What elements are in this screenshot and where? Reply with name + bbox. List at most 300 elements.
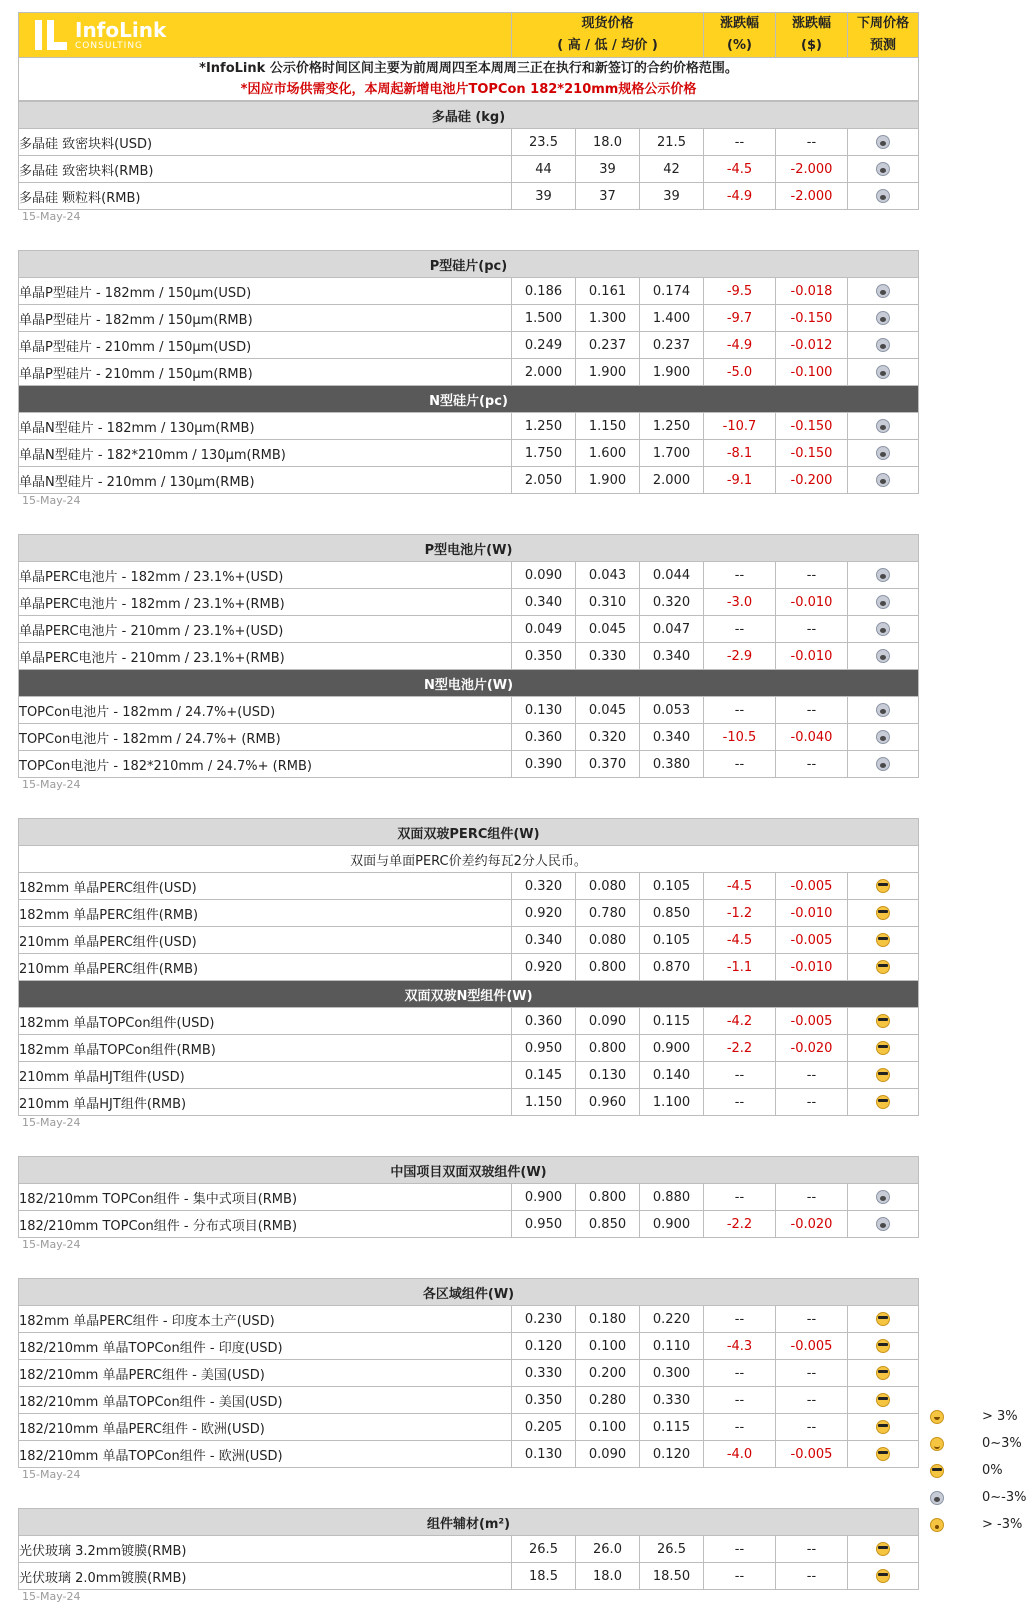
price-chg: -- [776, 129, 848, 156]
price-low: 0.800 [576, 1184, 640, 1211]
price-pct: -10.5 [704, 724, 776, 751]
price-pct: -8.1 [704, 440, 776, 467]
product-name: 182mm 单晶PERC组件(USD) [19, 873, 512, 900]
product-name: 182/210mm TOPCon组件 - 分布式项目(RMB) [19, 1211, 512, 1238]
smile-icon [930, 1437, 944, 1451]
price-chg: -- [776, 1089, 848, 1116]
price-pct: -- [704, 1536, 776, 1563]
table-row [19, 1360, 919, 1387]
price-chg: -0.005 [776, 1333, 848, 1360]
price-low: 0.180 [576, 1306, 640, 1333]
price-avg: 0.115 [640, 1414, 704, 1441]
price-avg: 0.105 [640, 873, 704, 900]
price-high: 44 [512, 156, 576, 183]
price-high: 0.130 [512, 697, 576, 724]
price-chg: -0.010 [776, 900, 848, 927]
price-low: 0.320 [576, 724, 640, 751]
price-pct: -4.0 [704, 1441, 776, 1468]
section-title: 双面双玻PERC组件(W) [19, 819, 919, 846]
forecast-cell [848, 900, 919, 927]
forecast-cell [848, 278, 919, 305]
forecast-cell [848, 1035, 919, 1062]
table-row [19, 1306, 919, 1333]
price-pct: -3.0 [704, 589, 776, 616]
table-row [19, 589, 919, 616]
price-low: 1.900 [576, 467, 640, 494]
section-title: 各区域组件(W) [19, 1279, 919, 1306]
product-name: TOPCon电池片 - 182*210mm / 24.7%+ (RMB) [19, 751, 512, 778]
price-high: 1.750 [512, 440, 576, 467]
forecast-cell [848, 440, 919, 467]
price-low: 37 [576, 183, 640, 210]
price-pct: -- [704, 1360, 776, 1387]
price-pct: -1.2 [704, 900, 776, 927]
as-of-date: 15-May-24 [22, 1590, 81, 1603]
price-high: 0.145 [512, 1062, 576, 1089]
table-row [19, 1211, 919, 1238]
price-high: 0.950 [512, 1035, 576, 1062]
price-avg: 39 [640, 183, 704, 210]
price-chg: -- [776, 1387, 848, 1414]
forecast-cell [848, 643, 919, 670]
scream-icon [876, 189, 890, 203]
price-low: 0.960 [576, 1089, 640, 1116]
infolink-logo [33, 18, 511, 52]
price-chg: -0.005 [776, 1441, 848, 1468]
scream-icon [876, 284, 890, 298]
forecast-cell [848, 697, 919, 724]
price-table [18, 818, 919, 1116]
price-high: 39 [512, 183, 576, 210]
price-high: 0.120 [512, 1333, 576, 1360]
product-name: TOPCon电池片 - 182mm / 24.7%+(USD) [19, 697, 512, 724]
price-avg: 42 [640, 156, 704, 183]
table-row [19, 927, 919, 954]
forecast-cell [848, 1008, 919, 1035]
price-pct: -9.5 [704, 278, 776, 305]
legend-label: 0% [982, 1463, 1003, 1478]
price-low: 0.280 [576, 1387, 640, 1414]
section-header [19, 251, 919, 278]
forecast-cell [848, 589, 919, 616]
cool-icon [876, 1569, 890, 1583]
scream-icon [876, 162, 890, 176]
price-high: 0.360 [512, 724, 576, 751]
col-header-usd [776, 13, 848, 58]
price-chg: -- [776, 1360, 848, 1387]
product-name: 182/210mm 单晶TOPCon组件 - 欧洲(USD) [19, 1441, 512, 1468]
price-low: 39 [576, 156, 640, 183]
price-pct: -4.9 [704, 332, 776, 359]
section-header [19, 535, 919, 562]
price-low: 0.080 [576, 927, 640, 954]
product-name: 182mm 单晶TOPCon组件(USD) [19, 1008, 512, 1035]
section-title: N型硅片(pc) [19, 386, 919, 413]
table-row [19, 643, 919, 670]
price-chg: -0.150 [776, 413, 848, 440]
table-row [19, 873, 919, 900]
col-header-price-line2: ( 高 / 低 / 均价 ) [557, 38, 658, 53]
price-high: 0.340 [512, 589, 576, 616]
table-row [19, 562, 919, 589]
forecast-cell [848, 1089, 919, 1116]
legend-label: > -3% [982, 1517, 1023, 1532]
price-avg: 1.700 [640, 440, 704, 467]
price-chg: -0.150 [776, 305, 848, 332]
price-chg: -2.000 [776, 156, 848, 183]
scream-icon [930, 1491, 944, 1505]
logo-icon [33, 18, 67, 52]
header-table [18, 12, 919, 101]
note-line-2: *因应市场供需变化，本周起新增电池片TOPCon 182*210mm规格公示价格 [240, 82, 697, 97]
grin-icon [930, 1410, 944, 1424]
price-pct: -- [704, 1062, 776, 1089]
forecast-cell [848, 1211, 919, 1238]
scream-icon [876, 622, 890, 636]
price-low: 1.600 [576, 440, 640, 467]
forecast-cell [848, 467, 919, 494]
price-high: 26.5 [512, 1536, 576, 1563]
price-low: 0.045 [576, 697, 640, 724]
table-row [19, 1035, 919, 1062]
col-header-forecast-line2: 预测 [870, 38, 897, 53]
forecast-cell [848, 129, 919, 156]
scream-icon [876, 649, 890, 663]
table-row [19, 1563, 919, 1590]
price-avg: 0.053 [640, 697, 704, 724]
table-block [18, 818, 918, 1140]
section-title: P型电池片(W) [19, 535, 919, 562]
table-row [19, 129, 919, 156]
forecast-cell [848, 1360, 919, 1387]
price-pct: -- [704, 697, 776, 724]
scream-icon [876, 1217, 890, 1231]
product-name: 182/210mm 单晶TOPCon组件 - 美国(USD) [19, 1387, 512, 1414]
forecast-cell [848, 562, 919, 589]
section-title: 组件辅材(m²) [19, 1509, 919, 1536]
price-pct: -- [704, 751, 776, 778]
product-name: 单晶PERC电池片 - 182mm / 23.1%+(RMB) [19, 589, 512, 616]
forecast-cell [848, 359, 919, 386]
table-row [19, 1414, 919, 1441]
shock-icon [930, 1518, 944, 1532]
cool-icon [930, 1464, 944, 1478]
table-block [18, 534, 918, 802]
section-note-row [19, 846, 919, 873]
product-name: 单晶PERC电池片 - 210mm / 23.1%+(RMB) [19, 643, 512, 670]
section-header [19, 386, 919, 413]
price-low: 0.310 [576, 589, 640, 616]
col-header-forecast-line1: 下周价格 [857, 16, 910, 31]
price-pct: -- [704, 562, 776, 589]
logo-cell [19, 13, 512, 58]
table-row [19, 724, 919, 751]
price-avg: 0.340 [640, 724, 704, 751]
table-row [19, 1536, 919, 1563]
forecast-cell [848, 1441, 919, 1468]
price-chg: -- [776, 616, 848, 643]
forecast-cell [848, 927, 919, 954]
as-of-date: 15-May-24 [22, 1116, 81, 1129]
legend-item [926, 1430, 1034, 1457]
price-pct: -9.1 [704, 467, 776, 494]
price-pct: -- [704, 1414, 776, 1441]
cool-icon [876, 1542, 890, 1556]
price-chg: -0.005 [776, 873, 848, 900]
as-of-date: 15-May-24 [22, 1468, 81, 1481]
price-high: 0.249 [512, 332, 576, 359]
table-block [18, 1278, 918, 1492]
price-chg: -0.005 [776, 927, 848, 954]
cool-icon [876, 879, 890, 893]
section-header [19, 1279, 919, 1306]
table-row [19, 1184, 919, 1211]
price-table [18, 101, 919, 210]
section-header [19, 102, 919, 129]
price-high: 0.090 [512, 562, 576, 589]
forecast-cell [848, 1536, 919, 1563]
table-row [19, 1333, 919, 1360]
scream-icon [876, 1190, 890, 1204]
price-avg: 0.237 [640, 332, 704, 359]
price-chg: -- [776, 697, 848, 724]
price-high: 0.340 [512, 927, 576, 954]
section-blocks [18, 101, 918, 1614]
table-row [19, 900, 919, 927]
price-high: 0.186 [512, 278, 576, 305]
price-avg: 0.300 [640, 1360, 704, 1387]
cool-icon [876, 933, 890, 947]
product-name: 单晶PERC电池片 - 210mm / 23.1%+(USD) [19, 616, 512, 643]
price-table [18, 534, 919, 778]
table-block [18, 250, 918, 518]
section-header [19, 1157, 919, 1184]
price-avg: 0.850 [640, 900, 704, 927]
price-high: 0.920 [512, 900, 576, 927]
price-avg: 0.900 [640, 1035, 704, 1062]
price-chg: -- [776, 562, 848, 589]
price-avg: 0.105 [640, 927, 704, 954]
price-pct: -2.2 [704, 1211, 776, 1238]
price-low: 0.161 [576, 278, 640, 305]
price-avg: 0.320 [640, 589, 704, 616]
price-low: 1.900 [576, 359, 640, 386]
price-pct: -2.9 [704, 643, 776, 670]
cool-icon [876, 1041, 890, 1055]
price-chg: -- [776, 1062, 848, 1089]
forecast-cell [848, 1563, 919, 1590]
price-low: 0.800 [576, 1035, 640, 1062]
as-of-date: 15-May-24 [22, 778, 81, 791]
price-chg: -- [776, 1414, 848, 1441]
note-line-1: *InfoLink 公示价格时间区间主要为前周周四至本周周三正在执行和新签订的合约价格范围。 [199, 61, 738, 76]
table-row [19, 1062, 919, 1089]
price-low: 0.045 [576, 616, 640, 643]
col-header-usd-line1: 涨跌幅 [792, 16, 832, 31]
col-header-pct-line1: 涨跌幅 [720, 16, 760, 31]
section-header [19, 670, 919, 697]
price-avg: 2.000 [640, 467, 704, 494]
product-name: 210mm 单晶PERC组件(RMB) [19, 954, 512, 981]
scream-icon [876, 419, 890, 433]
legend-label: 0~-3% [982, 1490, 1027, 1505]
price-pct: -9.7 [704, 305, 776, 332]
scream-icon [876, 135, 890, 149]
price-low: 0.800 [576, 954, 640, 981]
cool-icon [876, 960, 890, 974]
product-name: 210mm 单晶HJT组件(USD) [19, 1062, 512, 1089]
table-row [19, 1089, 919, 1116]
price-high: 0.230 [512, 1306, 576, 1333]
col-header-pct-line2: (%) [727, 38, 752, 53]
table-row [19, 156, 919, 183]
table-block [18, 1156, 918, 1262]
forecast-cell [848, 751, 919, 778]
scream-icon [876, 595, 890, 609]
product-name: 182mm 单晶PERC组件(RMB) [19, 900, 512, 927]
price-avg: 0.044 [640, 562, 704, 589]
price-high: 0.920 [512, 954, 576, 981]
product-name: 多晶硅 致密块料(RMB) [19, 156, 512, 183]
cool-icon [876, 1393, 890, 1407]
price-avg: 0.330 [640, 1387, 704, 1414]
section-header [19, 1509, 919, 1536]
product-name: 单晶P型硅片 - 210mm / 150μm(USD) [19, 332, 512, 359]
price-chg: -- [776, 1563, 848, 1590]
price-high: 0.049 [512, 616, 576, 643]
price-avg: 0.174 [640, 278, 704, 305]
section-note: 双面与单面PERC价差约每瓦2分人民币。 [19, 846, 919, 873]
table-row [19, 183, 919, 210]
section-title: 双面双玻N型组件(W) [19, 981, 919, 1008]
price-low: 0.237 [576, 332, 640, 359]
price-high: 0.205 [512, 1414, 576, 1441]
price-avg: 0.870 [640, 954, 704, 981]
cool-icon [876, 1068, 890, 1082]
price-pct: -- [704, 1089, 776, 1116]
price-avg: 1.100 [640, 1089, 704, 1116]
forecast-cell [848, 1333, 919, 1360]
price-low: 0.100 [576, 1333, 640, 1360]
price-low: 0.043 [576, 562, 640, 589]
forecast-cell [848, 183, 919, 210]
price-low: 0.780 [576, 900, 640, 927]
price-pct: -- [704, 1306, 776, 1333]
table-row [19, 751, 919, 778]
cool-icon [876, 906, 890, 920]
price-high: 2.000 [512, 359, 576, 386]
price-table [18, 1508, 919, 1590]
price-pct: -- [704, 1184, 776, 1211]
scream-icon [876, 568, 890, 582]
forecast-cell [848, 1184, 919, 1211]
price-pct: -- [704, 616, 776, 643]
table-block [18, 101, 918, 234]
price-pct: -4.2 [704, 1008, 776, 1035]
col-header-price [512, 13, 704, 58]
price-avg: 0.115 [640, 1008, 704, 1035]
legend-item [926, 1457, 1034, 1484]
forecast-cell [848, 305, 919, 332]
price-high: 0.320 [512, 873, 576, 900]
price-low: 0.090 [576, 1441, 640, 1468]
scream-icon [876, 730, 890, 744]
scream-icon [876, 311, 890, 325]
table-row [19, 1387, 919, 1414]
section-header [19, 981, 919, 1008]
price-avg: 0.140 [640, 1062, 704, 1089]
price-avg: 1.250 [640, 413, 704, 440]
price-low: 0.100 [576, 1414, 640, 1441]
as-of-date: 15-May-24 [22, 494, 81, 507]
product-name: 光伏玻璃 2.0mm镀膜(RMB) [19, 1563, 512, 1590]
product-name: 单晶PERC电池片 - 182mm / 23.1%+(USD) [19, 562, 512, 589]
price-avg: 0.340 [640, 643, 704, 670]
product-name: 单晶N型硅片 - 182mm / 130μm(RMB) [19, 413, 512, 440]
price-pct: -- [704, 1387, 776, 1414]
price-low: 18.0 [576, 129, 640, 156]
price-chg: -0.150 [776, 440, 848, 467]
as-of-date: 15-May-24 [22, 210, 81, 223]
price-avg: 0.880 [640, 1184, 704, 1211]
table-row [19, 467, 919, 494]
price-high: 0.350 [512, 1387, 576, 1414]
legend-item [926, 1511, 1034, 1538]
price-chg: -- [776, 1306, 848, 1333]
scream-icon [876, 473, 890, 487]
price-high: 0.900 [512, 1184, 576, 1211]
price-high: 0.360 [512, 1008, 576, 1035]
section-title: 中国项目双面双玻组件(W) [19, 1157, 919, 1184]
price-pct: -4.5 [704, 156, 776, 183]
scream-icon [876, 446, 890, 460]
price-low: 1.300 [576, 305, 640, 332]
product-name: 光伏玻璃 3.2mm镀膜(RMB) [19, 1536, 512, 1563]
forecast-cell [848, 873, 919, 900]
scream-icon [876, 365, 890, 379]
as-of-date: 15-May-24 [22, 1238, 81, 1251]
section-title: P型硅片(pc) [19, 251, 919, 278]
price-avg: 0.110 [640, 1333, 704, 1360]
price-chg: -- [776, 751, 848, 778]
forecast-cell [848, 1414, 919, 1441]
table-row [19, 1441, 919, 1468]
price-avg: 21.5 [640, 129, 704, 156]
logo-subtext: CONSULTING [75, 41, 144, 51]
section-title: 多晶硅 (kg) [19, 102, 919, 129]
price-high: 0.330 [512, 1360, 576, 1387]
price-avg: 26.5 [640, 1536, 704, 1563]
product-name: TOPCon电池片 - 182mm / 24.7%+ (RMB) [19, 724, 512, 751]
col-header-pct [704, 13, 776, 58]
price-chg: -0.020 [776, 1035, 848, 1062]
price-avg: 0.047 [640, 616, 704, 643]
cool-icon [876, 1420, 890, 1434]
forecast-cell [848, 413, 919, 440]
price-high: 0.350 [512, 643, 576, 670]
table-row [19, 1008, 919, 1035]
price-pct: -1.1 [704, 954, 776, 981]
price-pct: -- [704, 1563, 776, 1590]
price-report [18, 12, 918, 1614]
price-low: 18.0 [576, 1563, 640, 1590]
price-high: 18.5 [512, 1563, 576, 1590]
product-name: 单晶P型硅片 - 210mm / 150μm(RMB) [19, 359, 512, 386]
price-table [18, 250, 919, 494]
price-chg: -- [776, 1536, 848, 1563]
price-chg: -0.100 [776, 359, 848, 386]
table-row [19, 440, 919, 467]
